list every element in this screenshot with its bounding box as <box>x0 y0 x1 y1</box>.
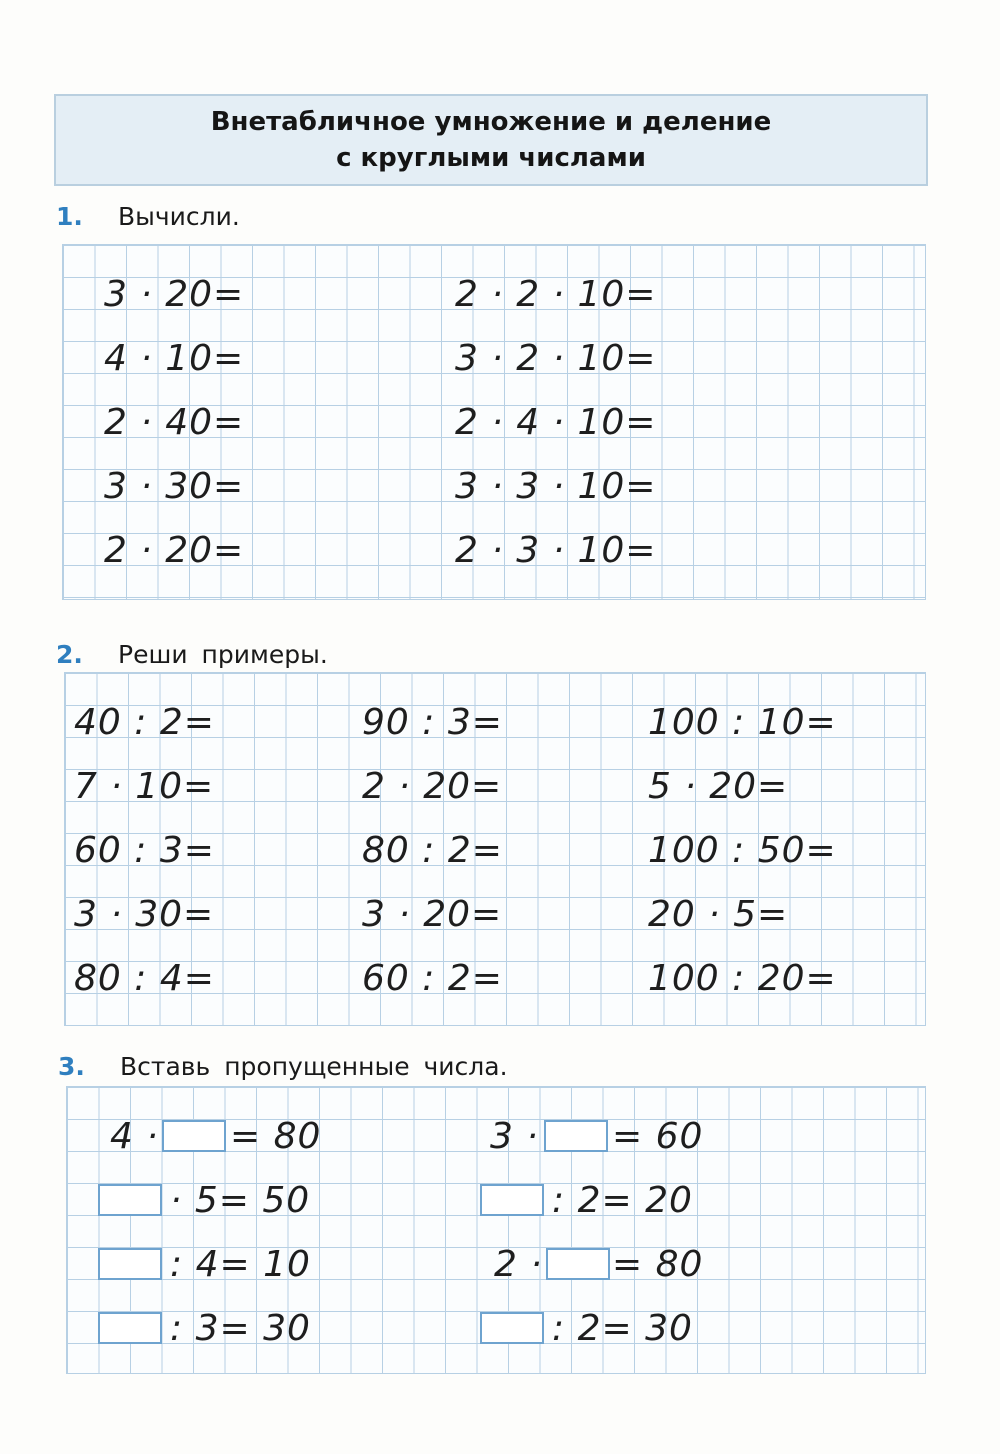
task-3-after: : 3= 30 <box>170 1308 311 1349</box>
task-3-before: 3 · <box>490 1116 539 1157</box>
task-3-after: = 60 <box>612 1116 704 1157</box>
task-1-heading <box>56 202 240 231</box>
answer-box[interactable] <box>480 1312 544 1344</box>
task-1-expression: 2 · 2 · 10= <box>455 274 657 315</box>
task-2-expression: 100 : 10= <box>648 702 837 743</box>
task-2-expression: 3 · 30= <box>74 894 215 935</box>
task-1-expression: 2 · 20= <box>104 530 245 571</box>
task-2-expression: 60 : 2= <box>362 958 503 999</box>
answer-box[interactable] <box>98 1248 162 1280</box>
task-1-expression: 3 · 20= <box>104 274 245 315</box>
task-2-instruction: Реши примеры. <box>118 640 328 669</box>
task-3-instruction: Вставь пропущенные числа. <box>120 1052 508 1081</box>
task-3-before: 4 · <box>110 1116 159 1157</box>
task-3-heading <box>58 1052 508 1081</box>
task-2-number: 2. <box>56 640 83 669</box>
page-title-line-2: с круглыми числами <box>336 143 646 173</box>
task-3-after: · 5= 50 <box>170 1180 311 1221</box>
answer-box[interactable] <box>480 1184 544 1216</box>
task-1-expression: 3 · 3 · 10= <box>455 466 657 507</box>
task-2-expression: 100 : 50= <box>648 830 837 871</box>
task-3-after: : 2= 20 <box>552 1180 693 1221</box>
task-3-after: : 4= 10 <box>170 1244 311 1285</box>
task-1-expression: 2 · 3 · 10= <box>455 530 657 571</box>
task-2-expression: 80 : 2= <box>362 830 503 871</box>
task-2-expression: 20 · 5= <box>648 894 789 935</box>
task-3-after: : 2= 30 <box>552 1308 693 1349</box>
task-3-after: = 80 <box>612 1244 704 1285</box>
title-banner <box>54 94 928 186</box>
answer-box[interactable] <box>546 1248 610 1280</box>
task-2-expression: 5 · 20= <box>648 766 789 807</box>
task-2-expression: 40 : 2= <box>74 702 215 743</box>
answer-box[interactable] <box>544 1120 608 1152</box>
task-1-expression: 2 · 40= <box>104 402 245 443</box>
task-1-instruction: Вычисли. <box>118 202 240 231</box>
task-1-number: 1. <box>56 202 83 231</box>
task-2-expression: 60 : 3= <box>74 830 215 871</box>
task-1-expression: 3 · 30= <box>104 466 245 507</box>
task-1-expression: 2 · 4 · 10= <box>455 402 657 443</box>
task-2-expression: 7 · 10= <box>74 766 215 807</box>
task-2-expression: 90 : 3= <box>362 702 503 743</box>
task-2-expression: 2 · 20= <box>362 766 503 807</box>
task-2-expression: 3 · 20= <box>362 894 503 935</box>
task-3-before: 2 · <box>494 1244 543 1285</box>
answer-box[interactable] <box>98 1184 162 1216</box>
answer-box[interactable] <box>98 1312 162 1344</box>
task-2-expression: 80 : 4= <box>74 958 215 999</box>
answer-box[interactable] <box>162 1120 226 1152</box>
task-2-heading <box>56 640 328 669</box>
task-3-number: 3. <box>58 1052 85 1081</box>
task-3-after: = 80 <box>230 1116 322 1157</box>
task-1-expression: 4 · 10= <box>104 338 245 379</box>
task-2-expression: 100 : 20= <box>648 958 837 999</box>
task-1-expression: 3 · 2 · 10= <box>455 338 657 379</box>
page-title-line-1: Внетабличное умножение и деление <box>210 107 772 137</box>
